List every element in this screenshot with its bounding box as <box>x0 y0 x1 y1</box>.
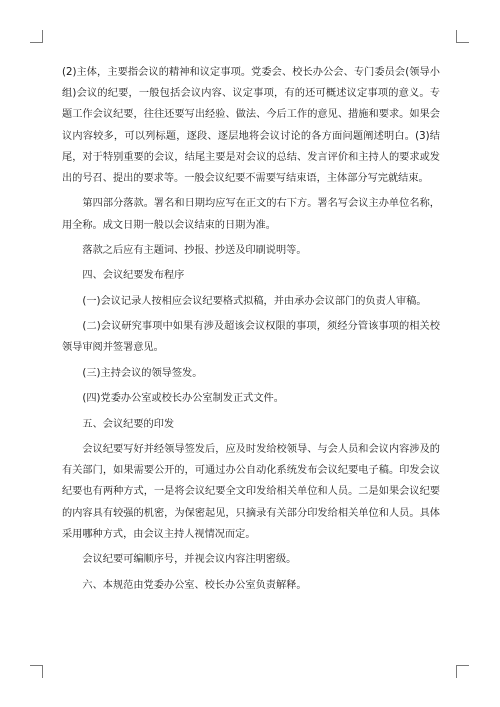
paragraph-numbering: 会议纪要可编顺序号，并视会议内容注明密级。 <box>82 554 297 566</box>
section-heading-release-procedure: 四、会议纪要发布程序 <box>82 270 185 282</box>
paragraph-after-signature: 落款之后应有主题词、抄报、抄送及印刷说明等。 <box>82 245 307 256</box>
page-corner-mark-top-right <box>456 30 469 43</box>
document-body <box>62 62 440 600</box>
paragraph-distribution: 会议纪要写好并经领导签发后，应及时发给校领导、与会人员和会议内容涉及的有关部门，如果需要公开的，可通过办公自动化系统发布会议纪要电子稿。印发会议纪要也有两种方式，一是将会议纪要全文印发给相关单位和人员。二是如果会议纪要的内容具有较强的机密，为保密起见，只摘录有关部分印发给相关单位和人员。具体采用哪种方式，由会议主持人视情况而定。 <box>62 443 440 540</box>
paragraph-step-1: (一)会议记录人按相应会议纪要格式拟稿，并由承办会议部门的负责人审稿。 <box>82 295 427 307</box>
page-corner-mark-bottom-left <box>30 665 43 678</box>
page-corner-mark-bottom-right <box>456 665 469 678</box>
page-corner-mark-top-left <box>30 30 43 43</box>
paragraph-signature: 第四部分落款。署名和日期均应写在正文的右下方。署名写会议主办单位名称，用全称。成文日期一般以会议结束的日期为准。 <box>62 198 440 231</box>
paragraph-step-4: (四)党委办公室或校长办公室制发正式文件。 <box>82 393 284 405</box>
paragraph-step-2: (二)会议研究事项中如果有涉及超该会议权限的事项，须经分管该事项的相关校领导审阅并签署意见。 <box>62 321 440 354</box>
section-heading-interpretation: 六、本规范由党委办公室、校长办公室负责解释。 <box>82 579 307 591</box>
section-heading-distribution: 五、会议纪要的印发 <box>82 418 175 430</box>
paragraph-body-structure: (2)主体，主要指会议的精神和议定事项。党委会、校长办公会、专门委员会(领导小组)会议的纪要，一般包括会议内容、议定事项，有的还可概述议定事项的意义。专题工作会议纪要，往往还要写出经验、做法、今后工作的意见、措施和要求。如果会议内容较多，可以列标题，逐段、逐层地将会议讨论的各方面问题阐述明白。(3)结尾，对于特别重要的会议，结尾主要是对会议的总结、发言评价和主持人的要求或发出的号召、提出的要求等。一般会议纪要不需要写结束语，主体部分写完就结束。 <box>62 67 440 185</box>
paragraph-step-3: (三)主持会议的领导签发。 <box>82 367 203 379</box>
